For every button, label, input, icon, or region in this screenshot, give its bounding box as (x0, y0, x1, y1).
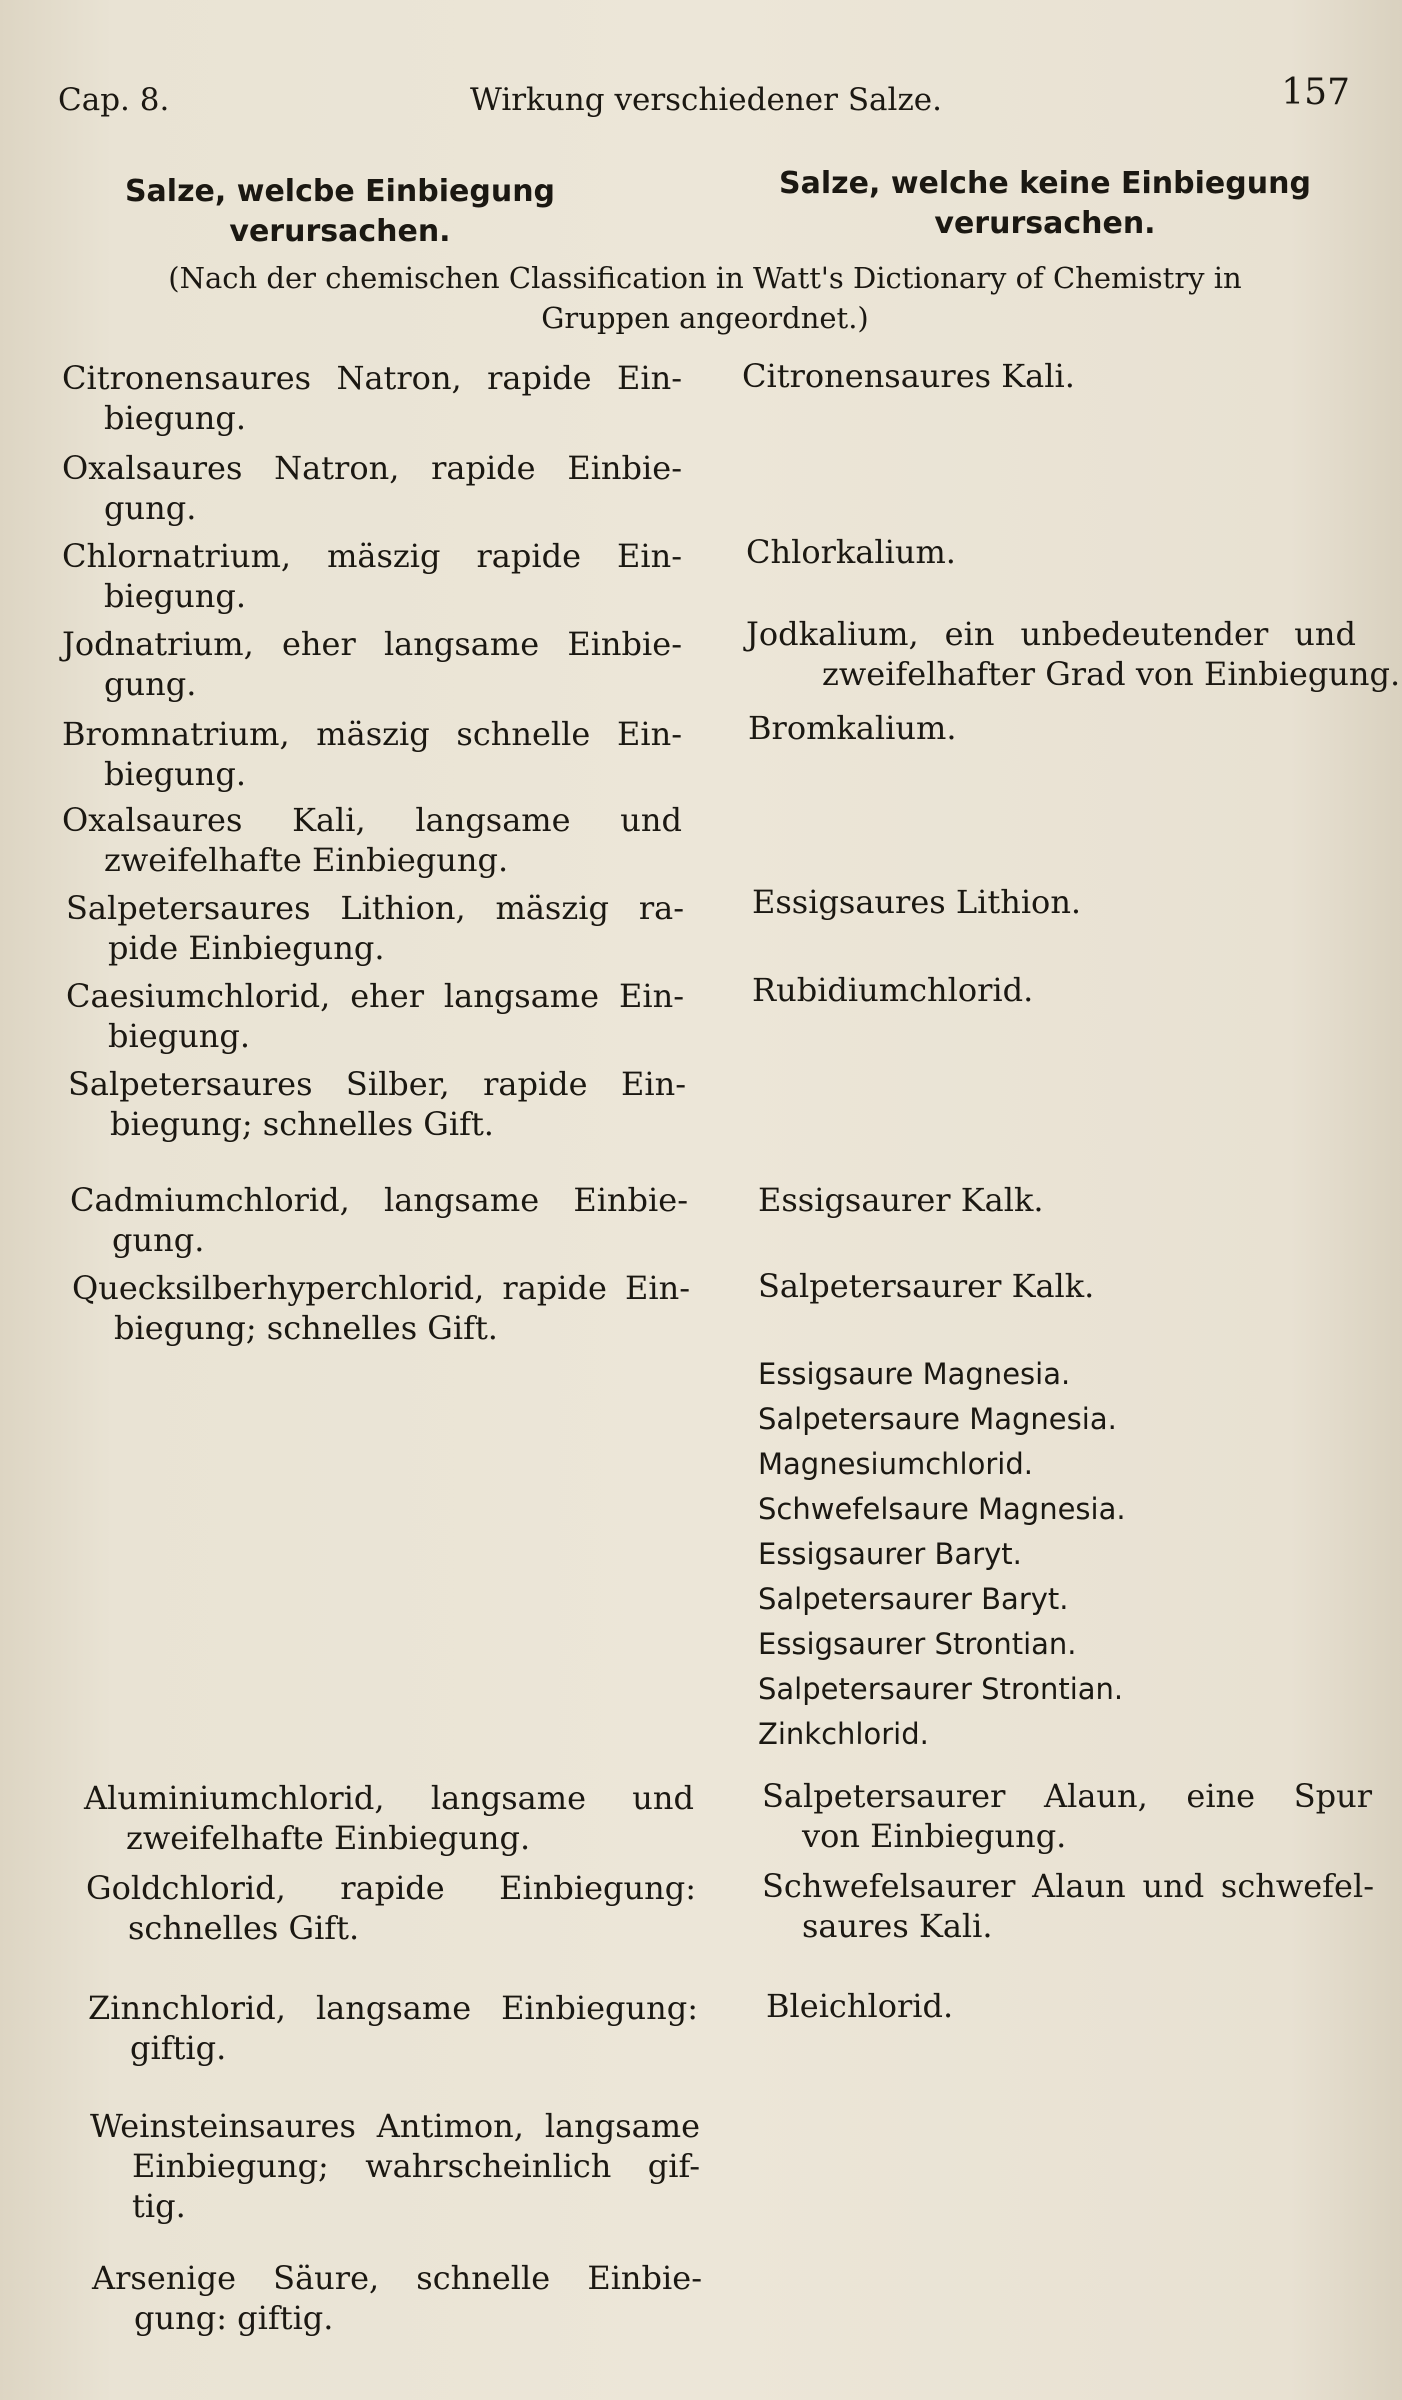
right-sans-block (758, 1352, 1126, 1757)
right-entry-salpetersaurer-alaun (762, 1776, 1372, 1856)
left-header-line: verursachen. (229, 214, 451, 249)
entry-line: Rubidiumchlorid. (752, 971, 1034, 1009)
entry-line: Jodnatrium, eher langsame Einbie- (62, 625, 682, 663)
right-entry-essigsaures-lithion (752, 882, 1081, 922)
entry-line: Salpetersaurer Alaun, eine Spur (762, 1777, 1372, 1815)
entry-line: Cadmiumchlorid, langsame Einbie- (70, 1181, 688, 1219)
left-entry-salpetersaures-silber (68, 1064, 686, 1144)
entry-line: Oxalsaures Kali, langsame und (62, 801, 682, 839)
right-entry-essigsaurer-baryt: Essigsaurer Baryt. (758, 1537, 1022, 1571)
running-title: Wirkung verschiedener Salze. (470, 82, 942, 118)
right-entry-rubidiumchlorid (752, 970, 1033, 1010)
entry-line: Quecksilberhyperchlorid, rapide Ein- (72, 1269, 690, 1307)
entry-line: biegung. (104, 577, 247, 615)
right-entry-bleichlorid (766, 1986, 953, 2026)
right-entry-zinkchlorid: Zinkchlorid. (758, 1717, 929, 1751)
right-column-header (750, 164, 1340, 244)
entry-line: biegung; schnelles Gift. (114, 1309, 498, 1347)
entry-line: biegung. (104, 755, 247, 793)
left-entry-caesiumchlorid (66, 976, 684, 1056)
right-header-line: verursachen. (934, 206, 1156, 241)
right-entry-salpetersaurer-strontian: Salpetersaurer Strontian. (758, 1672, 1124, 1706)
left-header-line: Salze, welcbe Einbiegung (124, 174, 556, 209)
left-entry-jodnatrium (62, 624, 682, 704)
right-entry-salpetersaure-magnesia: Salpetersaure Magnesia. (758, 1402, 1117, 1436)
entry-line: zweifelhafte Einbiegung. (126, 1819, 531, 1857)
entry-line: Salpetersaures Lithion, mäszig ra- (66, 889, 684, 927)
entry-line: saures Kali. (802, 1907, 993, 1945)
classification-note (60, 258, 1350, 338)
entry-line: Essigsaures Lithion. (752, 883, 1082, 921)
left-entry-goldchlorid (86, 1868, 696, 1948)
right-entry-essigsaurer-kalk (758, 1180, 1044, 1220)
entry-line: Arsenige Säure, schnelle Einbie- (92, 2259, 702, 2297)
entry-line: Einbiegung; wahrscheinlich gif- (132, 2147, 700, 2185)
entry-line: zweifelhafter Grad von Einbiegung. (822, 655, 1401, 693)
entry-line: Citronensaures Natron, rapide Ein- (62, 359, 682, 397)
entry-line: gung. (112, 1221, 205, 1259)
right-entry-schwefelsaure-magnesia: Schwefelsaure Magnesia. (758, 1492, 1126, 1526)
left-entry-arsenige-saeure (92, 2258, 702, 2338)
left-entry-aluminiumchlorid (84, 1778, 694, 1858)
entry-line: Oxalsaures Natron, rapide Einbie- (62, 449, 682, 487)
entry-line: Goldchlorid, rapide Einbiegung: (86, 1869, 696, 1907)
left-entry-quecksilberhyperchlorid (72, 1268, 690, 1348)
page-number: 157 (1281, 72, 1350, 113)
note-line: Gruppen angeordnet.) (541, 301, 869, 335)
entry-line: zweifelhafte Einbiegung. (104, 841, 509, 879)
right-entry-schwefelsaurer-alaun (762, 1866, 1374, 1946)
entry-line: Chlornatrium, mäszig rapide Ein- (62, 537, 682, 575)
entry-line: gung. (104, 489, 197, 527)
entry-line: Jodkalium, ein unbedeutender und (746, 615, 1356, 653)
left-column-header (80, 172, 600, 252)
entry-line: Bleichlorid. (766, 1987, 954, 2025)
entry-line: Zinnchlorid, langsame Einbiegung: (88, 1989, 698, 2027)
entry-line: Citronensaures Kali. (742, 357, 1075, 395)
right-entry-chlorkalium (746, 532, 956, 572)
right-entry-citronensaures-kali (742, 356, 1075, 396)
note-line: (Nach der chemischen Classification in Watt's Dictionary of Chemistry in (168, 261, 1242, 295)
entry-line: schnelles Gift. (128, 1909, 360, 1947)
entry-line: gung. (104, 665, 197, 703)
right-entry-bromkalium (748, 708, 956, 748)
entry-line: Bromnatrium, mäszig schnelle Ein- (62, 715, 682, 753)
right-entry-essigsaure-magnesia: Essigsaure Magnesia. (758, 1357, 1071, 1391)
right-entry-salpetersaurer-baryt: Salpetersaurer Baryt. (758, 1582, 1069, 1616)
entry-line: biegung. (104, 399, 247, 437)
entry-line: Schwefelsaurer Alaun und schwefel- (762, 1867, 1374, 1905)
left-entry-oxalsaures-natron (62, 448, 682, 528)
entry-line: von Einbiegung. (802, 1817, 1067, 1855)
left-entry-weinsteinsaures-antimon (90, 2106, 700, 2226)
right-entry-salpetersaurer-kalk (758, 1266, 1094, 1306)
chapter-label: Cap. 8. (58, 82, 170, 118)
entry-line: biegung; schnelles Gift. (110, 1105, 494, 1143)
entry-line: gung: giftig. (134, 2299, 334, 2337)
entry-line: Salpetersaurer Kalk. (758, 1267, 1095, 1305)
left-entry-zinnchlorid (88, 1988, 698, 2068)
entry-line: pide Einbiegung. (108, 929, 385, 967)
entry-line: Salpetersaures Silber, rapide Ein- (68, 1065, 686, 1103)
right-entry-jodkalium (746, 614, 1401, 694)
right-entry-magnesiumchlorid: Magnesiumchlorid. (758, 1447, 1033, 1481)
entry-line: Aluminiumchlorid, langsame und (84, 1779, 694, 1817)
entry-line: giftig. (130, 2029, 227, 2067)
left-entry-cadmiumchlorid (70, 1180, 688, 1260)
left-entry-citronensaures-natron (62, 358, 682, 438)
right-entry-essigsaurer-strontian: Essigsaurer Strontian. (758, 1627, 1077, 1661)
entry-line: Chlorkalium. (746, 533, 956, 571)
entry-line: Essigsaurer Kalk. (758, 1181, 1044, 1219)
left-entry-salpetersaures-lithion (66, 888, 684, 968)
left-entry-bromnatrium (62, 714, 682, 794)
entry-line: tig. (132, 2187, 186, 2225)
entry-line: Caesiumchlorid, eher langsame Ein- (66, 977, 684, 1015)
left-entry-chlornatrium (62, 536, 682, 616)
entry-line: Weinsteinsaures Antimon, langsame (90, 2107, 700, 2145)
right-header-line: Salze, welche keine Einbiegung (779, 166, 1311, 201)
left-entry-oxalsaures-kali (62, 800, 682, 880)
entry-line: Bromkalium. (748, 709, 957, 747)
entry-line: biegung. (108, 1017, 251, 1055)
